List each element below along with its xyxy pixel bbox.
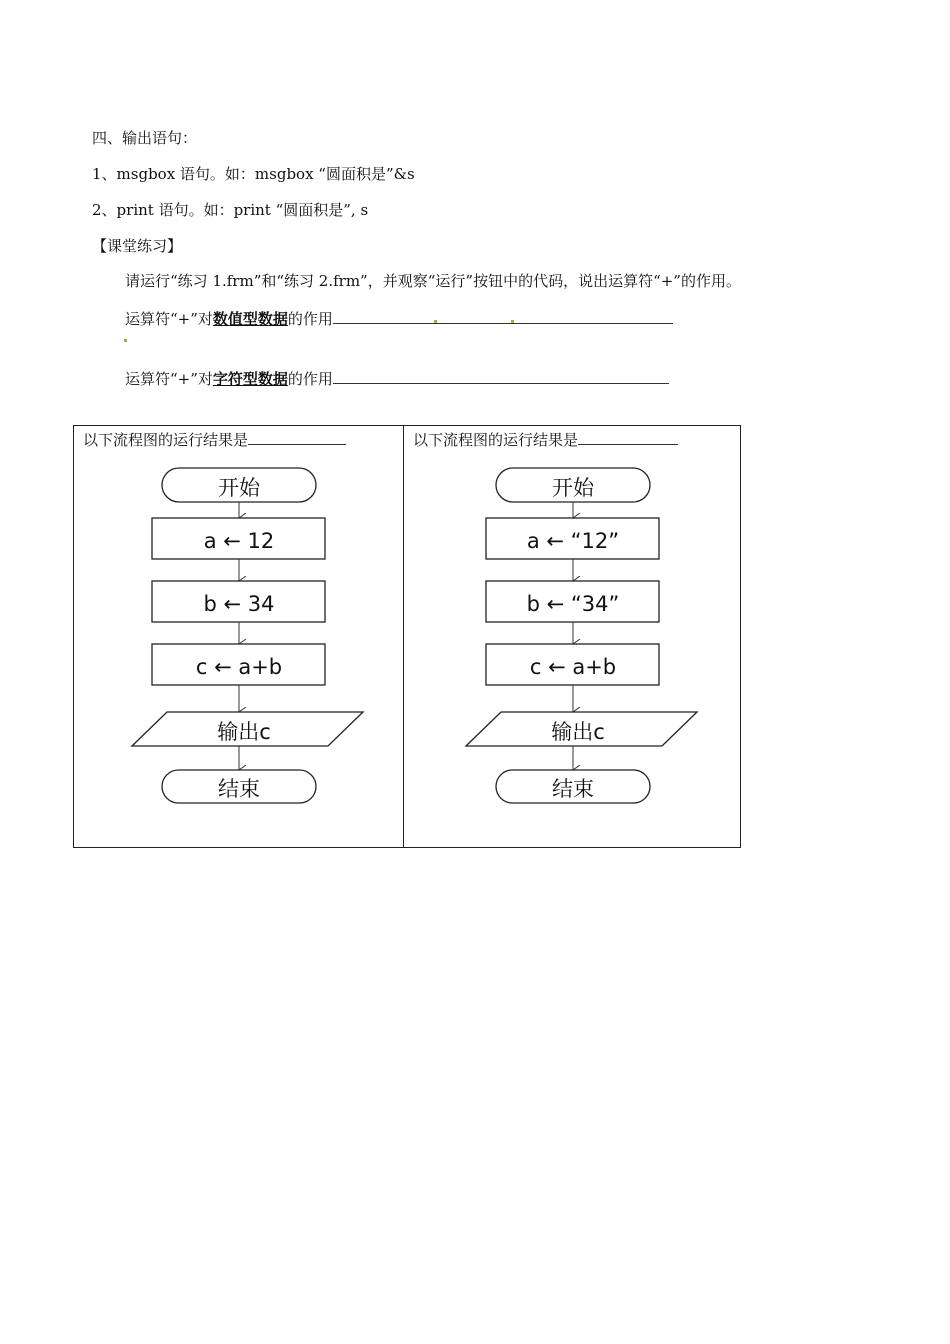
question-numeric-suffix: 的作用	[287, 310, 333, 328]
process-a-label: a ← “12”	[526, 529, 620, 553]
process-b-label: b ← 34	[203, 592, 275, 616]
flowchart-numeric	[74, 426, 404, 849]
question-string-suffix: 的作用	[287, 370, 333, 388]
section-title: 四、输出语句：	[92, 129, 198, 147]
marker-dot	[511, 320, 514, 323]
question-string-bold: 字符型数据	[212, 370, 288, 388]
answer-blank-string[interactable]	[333, 368, 669, 384]
flowchart-cell-numeric	[74, 426, 404, 847]
flowchart-table	[73, 425, 741, 848]
process-a-label: a ← 12	[203, 529, 275, 553]
msgbox-item: 1、msgbox 语句。如：msgbox “圆面积是”&s	[92, 165, 415, 183]
output-label: 输出c	[551, 720, 605, 744]
question-numeric-bold: 数值型数据	[212, 310, 288, 328]
answer-blank-numeric[interactable]	[333, 308, 673, 324]
question-numeric-prefix: 运算符“+”对	[125, 310, 213, 328]
start-label: 开始	[218, 476, 260, 500]
flowchart-title-text: 以下流程图的运行结果是	[413, 431, 579, 449]
output-label: 输出c	[217, 720, 271, 744]
question-string-prefix: 运算符“+”对	[125, 370, 213, 388]
end-label: 结束	[552, 777, 594, 801]
marker-dot	[434, 320, 437, 323]
end-label: 结束	[218, 777, 260, 801]
question-numeric	[125, 308, 673, 329]
process-b-label: b ← “34”	[526, 592, 620, 616]
flowchart-cell-string	[404, 426, 740, 847]
marker-dot	[124, 339, 127, 342]
process-c-label: c ← a+b	[195, 655, 283, 679]
question-string	[125, 368, 669, 389]
practice-heading: 【课堂练习】	[92, 237, 183, 255]
flowchart-string	[404, 426, 740, 849]
instruction-text: 请运行“练习 1.frm”和“练习 2.frm”，并观察“运行”按钮中的代码，说出运算符“+”的作用。	[125, 272, 741, 290]
process-c-label: c ← a+b	[529, 655, 617, 679]
start-label: 开始	[552, 476, 594, 500]
flowchart-title-text: 以下流程图的运行结果是	[83, 431, 249, 449]
print-item: 2、print 语句。如：print “圆面积是”, s	[92, 201, 369, 219]
